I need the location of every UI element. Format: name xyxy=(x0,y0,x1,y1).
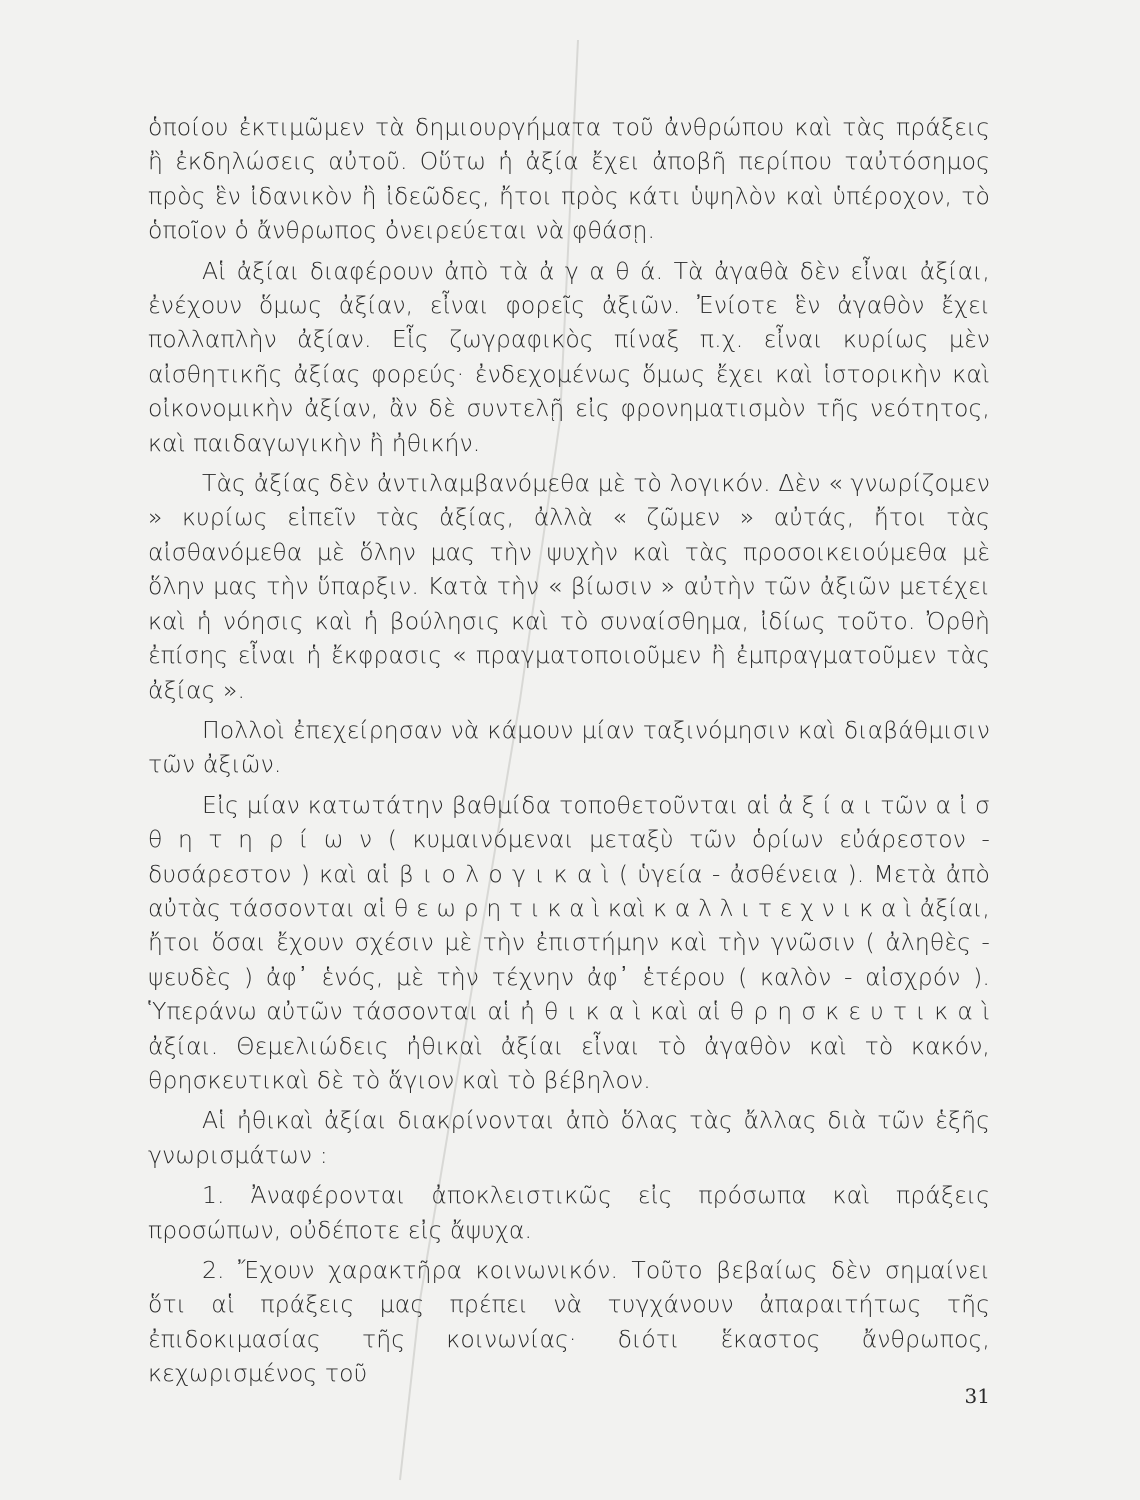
paragraph-3: Τὰς ἀξίας δὲν ἀντιλαμβανόμεθα μὲ τὸ λογικόν. Δὲν « γνωρίζομεν » κυρίως εἰπεῖν τὰς ἀξίας, ἀλλὰ « ζῶμεν » αὐτάς, ἤτοι τὰς αἰσθανόμεθα μὲ ὅλην μας τὴν ψυχὴν καὶ τὰς προσοικειούμεθα μὲ ὅλην μας τὴν ὕπαρξιν. Κατὰ τὴν « βίωσιν » αὐτὴν τῶν ἀξιῶν μετέχει καὶ ἡ νόησις καὶ ἡ βούλησις καὶ τὸ συναίσθημα, ἰδίως τοῦτο. Ὀρθὴ ἐπίσης εἶναι ἡ ἔκφρασις « πραγματοποιοῦμεν ἢ ἐμπραγματοῦμεν τὰς ἀξίας ». xyxy=(148,469,990,704)
list-item-2: 2. Ἔχουν χαρακτῆρα κοινωνικόν. Τοῦτο βεβαίως δὲν σημαίνει ὅτι αἱ πράξεις μας πρέπει νὰ τυγχάνουν ἀπαραιτήτως τῆς ἐπιδοκιμασίας τῆς κοινωνίας· διότι ἕκαστος ἄνθρωπος, κεχωρισμένος τοῦ xyxy=(148,1256,990,1388)
page-number: 31 xyxy=(964,1384,990,1408)
body-text xyxy=(148,110,990,1397)
list-item-1: 1. Ἀναφέρονται ἀποκλειστικῶς εἰς πρόσωπα καὶ πράξεις προσώπων, οὐδέποτε εἰς ἄψυχα. xyxy=(148,1181,990,1244)
paragraph-6: Αἱ ἠθικαὶ ἀξίαι διακρίνονται ἀπὸ ὅλας τὰς ἄλλας διὰ τῶν ἑξῆς γνωρισμάτων : xyxy=(148,1106,990,1169)
paragraph-5: Εἰς μίαν κατωτάτην βαθμίδα τοποθετοῦνται αἱ ἀ ξ ί α ι τῶν α ἰ σ θ η τ η ρ ί ω ν ( κυμαινόμεναι μεταξὺ τῶν ὁρίων εὐάρεστον - δυσάρεστον ) καὶ αἱ β ι ο λ ο γ ι κ α ὶ ( ὑγεία - ἀσθένεια ). Μετὰ ἀπὸ αὐτὰς τάσσονται αἱ θ ε ω ρ η τ ι κ α ὶ καὶ κ α λ λ ι τ ε χ ν ι κ α ὶ ἀξίαι, ἤτοι ὅσαι ἔχουν σχέσιν μὲ τὴν ἐπιστήμην καὶ τὴν γνῶσιν ( ἀληθὲς - ψευδὲς ) ἀφ᾽ ἑνός, μὲ τὴν τέχνην ἀφ᾽ ἑτέρου ( καλὸν - αἰσχρόν ). Ὑπεράνω αὐτῶν τάσσονται αἱ ἠ θ ι κ α ὶ καὶ αἱ θ ρ η σ κ ε υ τ ι κ α ὶ ἀξίαι. Θεμελιώδεις ἠθικαὶ ἀξίαι εἶναι τὸ ἀγαθὸν καὶ τὸ κακόν, θρησκευτικαὶ δὲ τὸ ἅγιον καὶ τὸ βέβηλον. xyxy=(148,790,990,1094)
paragraph-4: Πολλοὶ ἐπεχείρησαν νὰ κάμουν μίαν ταξινόμησιν καὶ διαβάθμισιν τῶν ἀξιῶν. xyxy=(148,715,990,779)
paragraph-1: ὁποίου ἐκτιμῶμεν τὰ δημιουργήματα τοῦ ἀνθρώπου καὶ τὰς πράξεις ἢ ἐκδηλώσεις αὐτοῦ. Οὕτω ἡ ἀξία ἔχει ἀποβῆ περίπου ταὐτόσημος πρὸς ἓν ἰδανικὸν ἢ ἰδεῶδες, ἤτοι πρὸς κάτι ὑψηλὸν καὶ ὑπέροχον, τὸ ὁποῖον ὁ ἄνθρωπος ὀνειρεύεται νὰ φθάσῃ. xyxy=(148,113,990,245)
paragraph-2: Αἱ ἀξίαι διαφέρουν ἀπὸ τὰ ἀ γ α θ ά. Τὰ ἀγαθὰ δὲν εἶναι ἀξίαι, ἐνέχουν ὅμως ἀξίαν, εἶναι φορεῖς ἀξιῶν. Ἐνίοτε ἓν ἀγαθὸν ἔχει πολλαπλὴν ἀξίαν. Εἷς ζωγραφικὸς πίναξ π.χ. εἶναι κυρίως μὲν αἰσθητικῆς ἀξίας φορεύς· ἐνδεχομένως ὅμως ἔχει καὶ ἱστορικὴν καὶ οἰκονομικὴν ἀξίαν, ἂν δὲ συντελῇ εἰς φρονηματισμὸν τῆς νεότητος, καὶ παιδαγωγικὴν ἢ ἠθικήν. xyxy=(148,256,990,457)
